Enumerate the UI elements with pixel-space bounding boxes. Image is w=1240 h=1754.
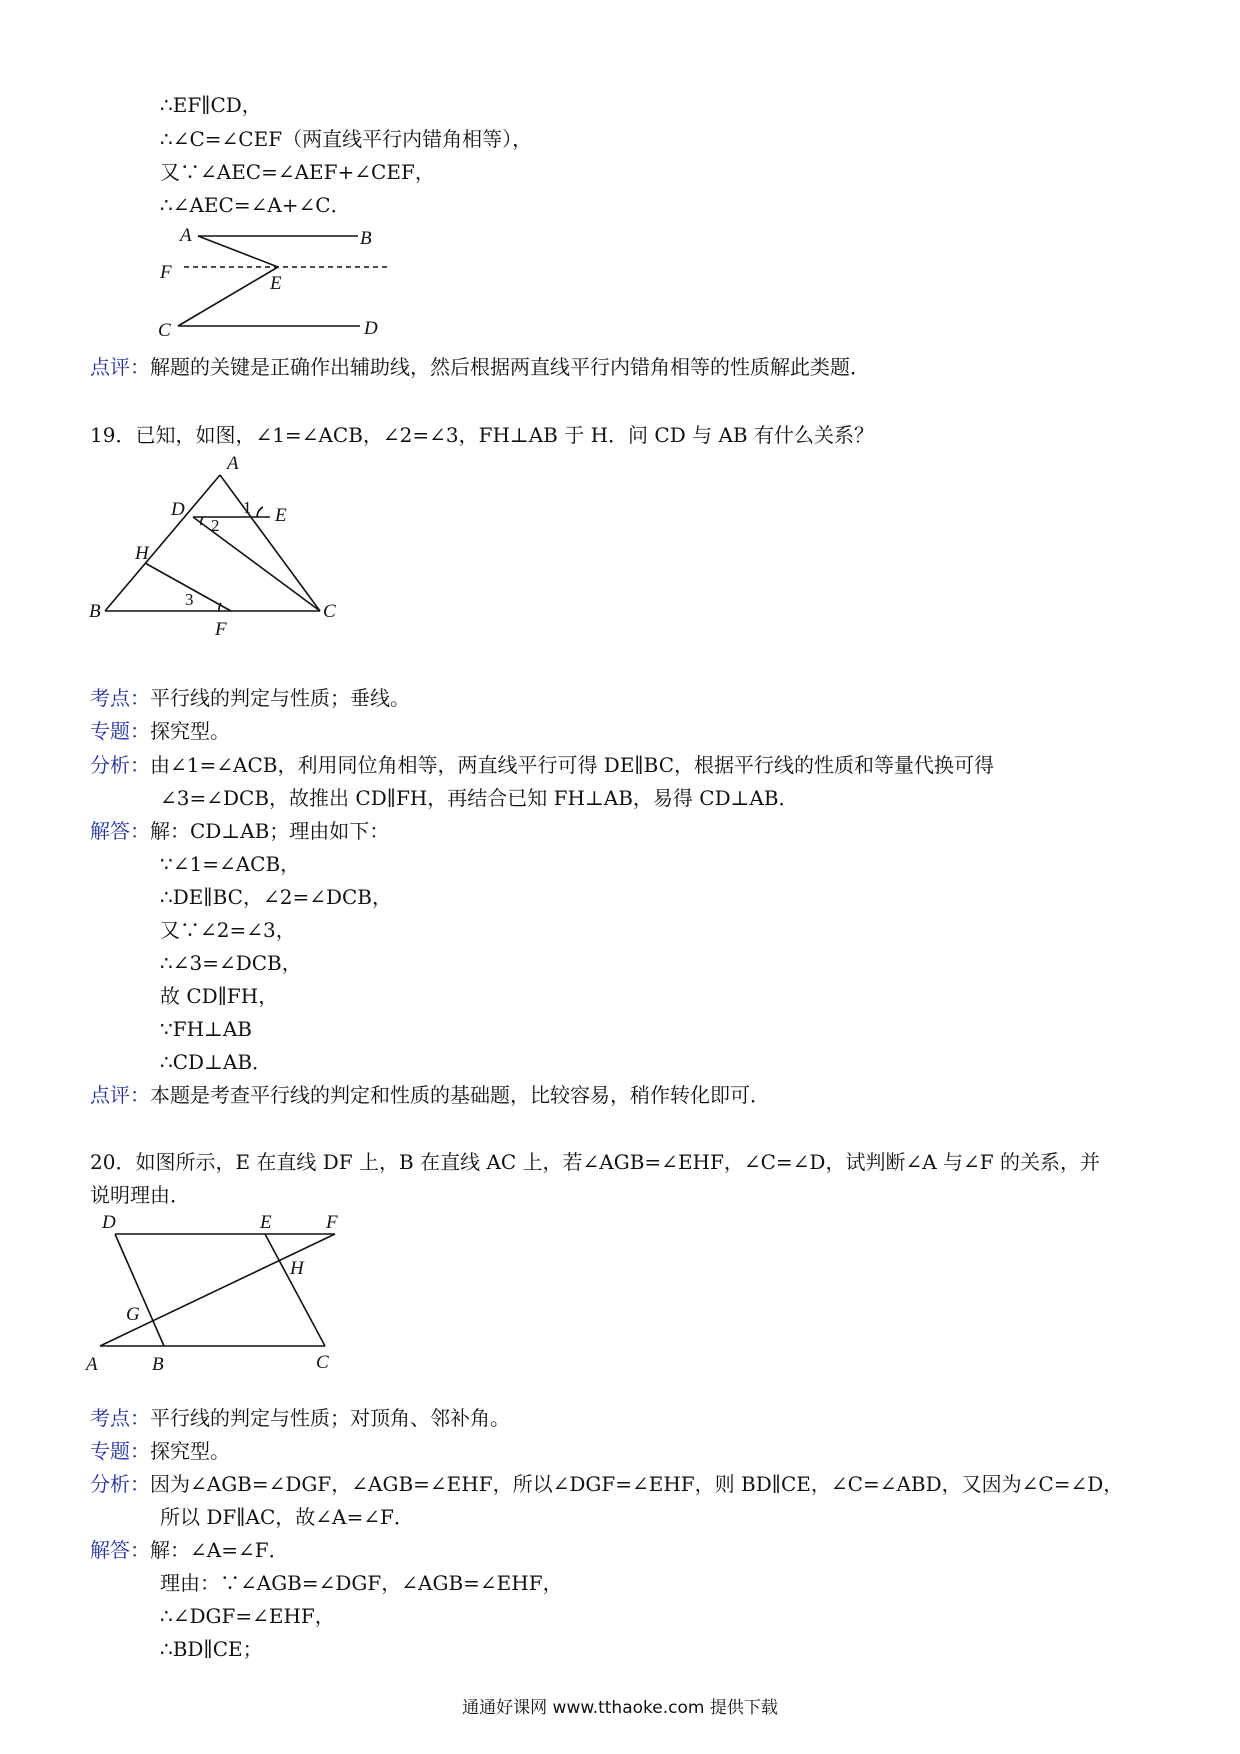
- prev-line-1: ∴EF∥CD，: [160, 93, 262, 117]
- label-e: E: [260, 1212, 272, 1233]
- label-h: H: [290, 1258, 304, 1279]
- q19-jieda-7: ∵FH⊥AB: [160, 1017, 252, 1041]
- jieda-label: 解答：: [90, 1538, 150, 1562]
- figure-q19-triangle: [85, 455, 345, 645]
- label-angle-3: 3: [185, 590, 194, 609]
- label-c: C: [323, 601, 336, 622]
- zhuanti-text: 探究型。: [150, 1439, 230, 1463]
- q20-question-1: 20．如图所示，E 在直线 DF 上，B 在直线 AC 上，若∠AGB=∠EHF，∠C=∠D，试判断∠A 与∠F 的关系，并: [90, 1150, 1101, 1174]
- line-ec: [265, 1234, 325, 1346]
- label-b: B: [89, 601, 101, 622]
- q19-kaodian: [90, 685, 410, 711]
- label-angle-2: 2: [211, 516, 220, 535]
- prev-review: [90, 354, 870, 380]
- review-label: 点评：: [90, 355, 150, 379]
- q19-jieda-4: 又∵∠2=∠3，: [160, 918, 296, 942]
- q20-zhuanti: [90, 1438, 230, 1464]
- label-d: D: [102, 1212, 116, 1233]
- prev-line-4: ∴∠AEC=∠A+∠C．: [160, 193, 351, 217]
- line-db: [115, 1234, 164, 1346]
- q20-jieda-4: ∴BD∥CE；: [160, 1637, 263, 1661]
- label-g: G: [126, 1304, 140, 1325]
- label-f: F: [326, 1212, 338, 1233]
- zhuanti-label: 专题：: [90, 719, 150, 743]
- kaodian-label: 考点：: [90, 1406, 150, 1430]
- review-label: 点评：: [90, 1083, 150, 1107]
- q19-jieda-5: ∴∠3=∠DCB，: [160, 951, 302, 975]
- fenxi-label: 分析：: [90, 1472, 150, 1496]
- jieda-label: 解答：: [90, 819, 150, 843]
- label-f: F: [215, 619, 227, 640]
- q20-jieda-2: 理由：∵∠AGB=∠DGF，∠AGB=∠EHF，: [160, 1571, 563, 1595]
- label-d: D: [364, 318, 378, 339]
- q19-jieda: [90, 818, 389, 844]
- label-a: A: [180, 225, 192, 246]
- q20-fenxi-2: 所以 DF∥AC，故∠A=∠F．: [160, 1505, 414, 1529]
- zhuanti-label: 专题：: [90, 1439, 150, 1463]
- q20-question-2: 说明理由．: [90, 1183, 190, 1207]
- jieda-line-1: 解：∠A=∠F．: [150, 1538, 289, 1562]
- label-angle-1: 1: [243, 498, 252, 517]
- q19-jieda-8: ∴CD⊥AB．: [160, 1050, 273, 1074]
- kaodian-label: 考点：: [90, 686, 150, 710]
- prev-line-3: 又∵∠AEC=∠AEF+∠CEF，: [160, 160, 435, 184]
- kaodian-text: 平行线的判定与性质；对顶角、邻补角。: [150, 1406, 510, 1430]
- angle-1-arc: [257, 507, 263, 517]
- q19-question: 19．已知，如图，∠1=∠ACB，∠2=∠3，FH⊥AB 于 H．问 CD 与 AB 有什么关系？: [90, 423, 874, 447]
- q19-jieda-2: ∵∠1=∠ACB，: [160, 852, 301, 876]
- label-c: C: [316, 1352, 329, 1373]
- q20-fenxi: [90, 1471, 1123, 1497]
- q19-review: [90, 1082, 770, 1108]
- side-ab: [105, 475, 220, 611]
- label-b: B: [360, 228, 372, 249]
- q19-fenxi: [90, 752, 994, 778]
- q19-zhuanti: [90, 718, 230, 744]
- jieda-line-1: 解：CD⊥AB；理由如下：: [150, 819, 390, 843]
- figure-prev-zigzag: [150, 222, 410, 342]
- fenxi-label: 分析：: [90, 753, 150, 777]
- label-a: A: [227, 455, 239, 474]
- label-e: E: [270, 273, 282, 294]
- q20-kaodian: [90, 1405, 510, 1431]
- review-text: 本题是考查平行线的判定和性质的基础题，比较容易，稍作转化即可．: [150, 1083, 770, 1107]
- label-b: B: [152, 1354, 164, 1375]
- fenxi-text-1: 因为∠AGB=∠DGF，∠AGB=∠EHF，所以∠DGF=∠EHF，则 BD∥CE，∠C=∠ABD，又因为∠C=∠D，: [150, 1472, 1124, 1496]
- figure-q20-parallelogram: [80, 1208, 360, 1378]
- label-h: H: [135, 543, 149, 564]
- line-ec: [178, 267, 278, 326]
- q19-jieda-3: ∴DE∥BC，∠2=∠DCB，: [160, 885, 393, 909]
- label-c: C: [158, 320, 171, 341]
- q20-jieda: [90, 1537, 289, 1563]
- label-a: A: [86, 1354, 98, 1375]
- label-f: F: [160, 262, 172, 283]
- q19-jieda-6: 故 CD∥FH，: [160, 984, 279, 1008]
- line-ae: [198, 236, 278, 267]
- page-footer: 通通好课网 www.tthaoke.com 提供下载: [462, 1698, 778, 1718]
- q20-jieda-3: ∴∠DGF=∠EHF，: [160, 1604, 335, 1628]
- prev-line-2: ∴∠C=∠CEF（两直线平行内错角相等），: [160, 127, 533, 151]
- fenxi-text-1: 由∠1=∠ACB，利用同位角相等，两直线平行可得 DE∥BC，根据平行线的性质和等量代换可得: [150, 753, 995, 777]
- label-d: D: [171, 499, 185, 520]
- kaodian-text: 平行线的判定与性质；垂线。: [150, 686, 410, 710]
- side-ac: [220, 475, 320, 611]
- q19-fenxi-2: ∠3=∠DCB，故推出 CD∥FH，再结合已知 FH⊥AB，易得 CD⊥AB．: [160, 786, 799, 810]
- review-text: 解题的关键是正确作出辅助线，然后根据两直线平行内错角相等的性质解此类题．: [150, 355, 870, 379]
- label-e: E: [275, 505, 287, 526]
- zhuanti-text: 探究型。: [150, 719, 230, 743]
- line-af: [100, 1234, 335, 1346]
